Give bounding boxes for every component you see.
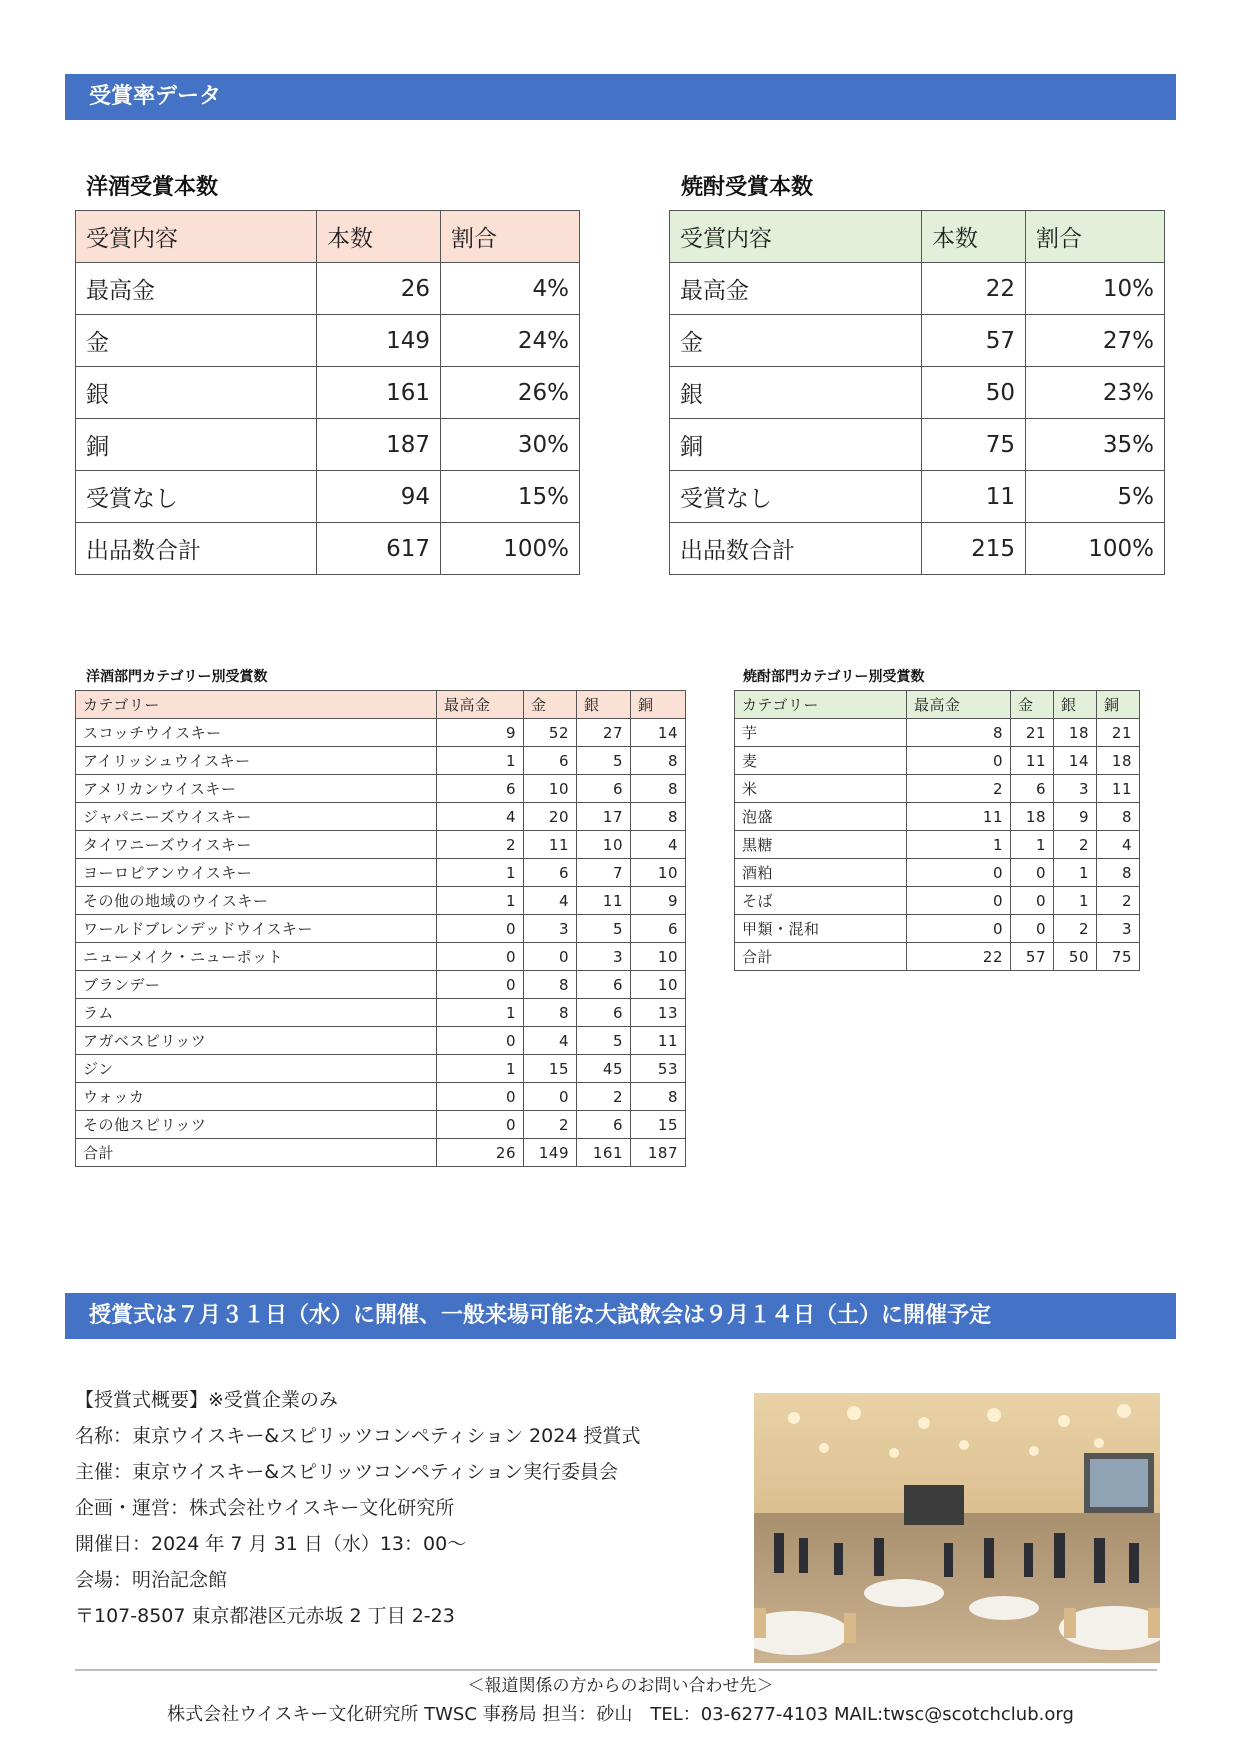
row-label: スコッチウイスキー [76, 719, 437, 747]
value-cell: 2 [524, 1111, 577, 1139]
yoshu-table-title: 洋酒受賞本数 [86, 175, 219, 200]
category-row [76, 915, 686, 943]
shochu-category-title: 焼酎部門カテゴリー別受賞数 [743, 669, 925, 685]
ceremony-name: 名称：東京ウイスキー&スピリッツコンペティション 2024 授賞式 [75, 1425, 641, 1447]
shochu-award-table [669, 210, 1165, 575]
section-title: 受賞率データ [89, 84, 222, 109]
value-cell: 11 [922, 471, 1026, 523]
ceremony-venue: 会場：明治記念館 [75, 1569, 228, 1591]
value-cell: 215 [922, 523, 1026, 575]
value-cell: 4 [524, 887, 577, 915]
value-cell: 8 [524, 999, 577, 1027]
value-cell: 8 [1097, 803, 1140, 831]
value-cell: 14 [1054, 747, 1097, 775]
row-label: ニューメイク・ニューポット [76, 943, 437, 971]
value-cell: 1 [437, 1055, 524, 1083]
category-row [76, 803, 686, 831]
value-cell: 4 [631, 831, 686, 859]
value-cell: 35% [1026, 419, 1165, 471]
value-cell: 9 [1054, 803, 1097, 831]
value-cell: 22 [922, 263, 1026, 315]
value-cell: 4% [441, 263, 580, 315]
header-cell: カテゴリー [735, 691, 907, 719]
header-cell: 銅 [631, 691, 686, 719]
header-cell: 受賞内容 [76, 211, 317, 263]
value-cell: 10 [631, 971, 686, 999]
value-cell: 1 [1011, 831, 1054, 859]
value-cell: 45 [577, 1055, 631, 1083]
row-label: その他スピリッツ [76, 1111, 437, 1139]
contact-line: 株式会社ウイスキー文化研究所 TWSC 事務局 担当：砂山 TEL：03-6277-4103 MAIL:twsc@scotchclub.org [167, 1704, 1074, 1725]
value-cell: 4 [524, 1027, 577, 1055]
value-cell: 6 [524, 747, 577, 775]
value-cell: 149 [317, 315, 441, 367]
value-cell: 6 [631, 915, 686, 943]
shochu-table-title: 焼酎受賞本数 [681, 175, 814, 200]
value-cell: 3 [577, 943, 631, 971]
header-cell: 金 [1011, 691, 1054, 719]
row-label: タイワニーズウイスキー [76, 831, 437, 859]
category-row [735, 915, 1140, 943]
value-cell: 6 [437, 775, 524, 803]
row-label: ラム [76, 999, 437, 1027]
value-cell: 57 [1011, 943, 1054, 971]
row-label: ブランデー [76, 971, 437, 999]
value-cell: 1 [437, 859, 524, 887]
yoshu-category-table [75, 690, 686, 1167]
yoshu-category-title: 洋酒部門カテゴリー別受賞数 [86, 669, 268, 685]
row-label: ワールドブレンデッドウイスキー [76, 915, 437, 943]
value-cell: 5 [577, 915, 631, 943]
category-row [76, 999, 686, 1027]
ceremony-address: 〒107-8507 東京都港区元赤坂 2 丁目 2-23 [75, 1605, 455, 1627]
header-cell: 金 [524, 691, 577, 719]
row-label: 黒糖 [735, 831, 907, 859]
row-label: 銅 [670, 419, 922, 471]
value-cell: 8 [631, 1083, 686, 1111]
value-cell: 1 [1054, 887, 1097, 915]
value-cell: 6 [577, 1111, 631, 1139]
table-row [76, 315, 580, 367]
category-row [76, 971, 686, 999]
row-label: 最高金 [670, 263, 922, 315]
header-cell: カテゴリー [76, 691, 437, 719]
value-cell: 0 [907, 747, 1011, 775]
category-row [76, 719, 686, 747]
value-cell: 0 [1011, 915, 1054, 943]
value-cell: 0 [437, 915, 524, 943]
value-cell: 24% [441, 315, 580, 367]
value-cell: 6 [524, 859, 577, 887]
value-cell: 0 [1011, 859, 1054, 887]
section-banner-ceremony [65, 1293, 1176, 1339]
value-cell: 1 [907, 831, 1011, 859]
row-label: アガベスピリッツ [76, 1027, 437, 1055]
value-cell: 8 [1097, 859, 1140, 887]
row-label: アイリッシュウイスキー [76, 747, 437, 775]
value-cell: 6 [1011, 775, 1054, 803]
value-cell: 6 [577, 999, 631, 1027]
value-cell: 3 [1054, 775, 1097, 803]
row-label: 甲類・混和 [735, 915, 907, 943]
value-cell: 50 [1054, 943, 1097, 971]
value-cell: 4 [437, 803, 524, 831]
row-label: 金 [670, 315, 922, 367]
table-header-row [76, 691, 686, 719]
value-cell: 8 [631, 775, 686, 803]
table-row [76, 419, 580, 471]
value-cell: 10 [524, 775, 577, 803]
value-cell: 0 [907, 859, 1011, 887]
value-cell: 2 [437, 831, 524, 859]
row-label: そば [735, 887, 907, 915]
value-cell: 57 [922, 315, 1026, 367]
row-label: ジャパニーズウイスキー [76, 803, 437, 831]
value-cell: 10 [631, 943, 686, 971]
value-cell: 17 [577, 803, 631, 831]
header-cell: 銅 [1097, 691, 1140, 719]
value-cell: 52 [524, 719, 577, 747]
row-label: 銀 [76, 367, 317, 419]
table-row [670, 367, 1165, 419]
category-row [76, 1083, 686, 1111]
yoshu-award-table [75, 210, 580, 575]
value-cell: 1 [437, 747, 524, 775]
category-row [76, 831, 686, 859]
value-cell: 6 [577, 775, 631, 803]
value-cell: 4 [1097, 831, 1140, 859]
value-cell: 0 [437, 1027, 524, 1055]
category-row [735, 887, 1140, 915]
ceremony-photo [754, 1393, 1160, 1663]
header-cell: 本数 [922, 211, 1026, 263]
value-cell: 1 [437, 999, 524, 1027]
value-cell: 10% [1026, 263, 1165, 315]
value-cell: 8 [524, 971, 577, 999]
table-row [670, 419, 1165, 471]
value-cell: 0 [437, 1111, 524, 1139]
value-cell: 187 [631, 1139, 686, 1167]
value-cell: 18 [1011, 803, 1054, 831]
value-cell: 15 [631, 1111, 686, 1139]
value-cell: 10 [631, 859, 686, 887]
category-row [76, 1027, 686, 1055]
value-cell: 100% [441, 523, 580, 575]
row-label: 最高金 [76, 263, 317, 315]
row-label: アメリカンウイスキー [76, 775, 437, 803]
category-row [76, 887, 686, 915]
value-cell: 21 [1097, 719, 1140, 747]
row-label: 受賞なし [670, 471, 922, 523]
category-row [76, 1055, 686, 1083]
row-label: ウォッカ [76, 1083, 437, 1111]
category-row [76, 1111, 686, 1139]
value-cell: 100% [1026, 523, 1165, 575]
value-cell: 2 [1054, 831, 1097, 859]
value-cell: 0 [524, 1083, 577, 1111]
header-cell: 銀 [577, 691, 631, 719]
category-row [76, 1139, 686, 1167]
value-cell: 161 [317, 367, 441, 419]
header-cell: 最高金 [907, 691, 1011, 719]
value-cell: 26% [441, 367, 580, 419]
value-cell: 2 [907, 775, 1011, 803]
header-cell: 受賞内容 [670, 211, 922, 263]
value-cell: 11 [631, 1027, 686, 1055]
header-cell: 最高金 [437, 691, 524, 719]
row-label: 銀 [670, 367, 922, 419]
table-header-row [735, 691, 1140, 719]
value-cell: 5 [577, 1027, 631, 1055]
row-label: 泡盛 [735, 803, 907, 831]
value-cell: 5 [577, 747, 631, 775]
value-cell: 75 [1097, 943, 1140, 971]
row-label: その他の地域のウイスキー [76, 887, 437, 915]
table-header-row [76, 211, 580, 263]
category-row [76, 859, 686, 887]
row-label: 麦 [735, 747, 907, 775]
category-row [735, 719, 1140, 747]
ceremony-overview: 【授賞式概要】※受賞企業のみ [75, 1389, 338, 1411]
value-cell: 0 [524, 943, 577, 971]
value-cell: 53 [631, 1055, 686, 1083]
value-cell: 2 [1054, 915, 1097, 943]
value-cell: 3 [524, 915, 577, 943]
header-cell: 割合 [1026, 211, 1165, 263]
value-cell: 11 [1011, 747, 1054, 775]
value-cell: 1 [1054, 859, 1097, 887]
row-label: 出品数合計 [76, 523, 317, 575]
ceremony-operator: 企画・運営：株式会社ウイスキー文化研究所 [75, 1497, 455, 1519]
row-label: 金 [76, 315, 317, 367]
table-row [670, 263, 1165, 315]
value-cell: 3 [1097, 915, 1140, 943]
row-label: 合計 [735, 943, 907, 971]
value-cell: 11 [577, 887, 631, 915]
value-cell: 18 [1054, 719, 1097, 747]
value-cell: 30% [441, 419, 580, 471]
category-row [735, 747, 1140, 775]
value-cell: 2 [577, 1083, 631, 1111]
value-cell: 26 [317, 263, 441, 315]
value-cell: 0 [907, 887, 1011, 915]
value-cell: 1 [437, 887, 524, 915]
category-row [735, 803, 1140, 831]
value-cell: 15 [524, 1055, 577, 1083]
value-cell: 7 [577, 859, 631, 887]
category-row [735, 775, 1140, 803]
ceremony-date: 開催日：2024 年 7 月 31 日（水）13：00～ [75, 1533, 467, 1555]
value-cell: 18 [1097, 747, 1140, 775]
value-cell: 0 [1011, 887, 1054, 915]
row-label: 米 [735, 775, 907, 803]
category-row [735, 831, 1140, 859]
value-cell: 75 [922, 419, 1026, 471]
value-cell: 9 [437, 719, 524, 747]
value-cell: 11 [907, 803, 1011, 831]
value-cell: 23% [1026, 367, 1165, 419]
value-cell: 27 [577, 719, 631, 747]
value-cell: 9 [631, 887, 686, 915]
value-cell: 8 [631, 747, 686, 775]
value-cell: 14 [631, 719, 686, 747]
category-row [76, 775, 686, 803]
value-cell: 0 [437, 971, 524, 999]
section-banner-award-rate [65, 74, 1176, 120]
value-cell: 149 [524, 1139, 577, 1167]
shochu-category-table [734, 690, 1140, 971]
table-row [76, 367, 580, 419]
value-cell: 0 [907, 915, 1011, 943]
value-cell: 20 [524, 803, 577, 831]
value-cell: 0 [437, 943, 524, 971]
row-label: 出品数合計 [670, 523, 922, 575]
value-cell: 617 [317, 523, 441, 575]
value-cell: 0 [437, 1083, 524, 1111]
contact-title: ＜報道関係の方からのお問い合わせ先＞ [467, 1676, 774, 1696]
table-row [670, 471, 1165, 523]
value-cell: 26 [437, 1139, 524, 1167]
table-header-row [670, 211, 1165, 263]
value-cell: 8 [631, 803, 686, 831]
table-row [670, 523, 1165, 575]
row-label: ヨーロピアンウイスキー [76, 859, 437, 887]
value-cell: 161 [577, 1139, 631, 1167]
ceremony-organizer: 主催：東京ウイスキー&スピリッツコンペティション実行委員会 [75, 1461, 619, 1483]
value-cell: 94 [317, 471, 441, 523]
value-cell: 187 [317, 419, 441, 471]
table-row [76, 263, 580, 315]
category-row [76, 747, 686, 775]
value-cell: 11 [524, 831, 577, 859]
value-cell: 2 [1097, 887, 1140, 915]
table-row [670, 315, 1165, 367]
value-cell: 50 [922, 367, 1026, 419]
row-label: 銅 [76, 419, 317, 471]
value-cell: 5% [1026, 471, 1165, 523]
value-cell: 8 [907, 719, 1011, 747]
row-label: 合計 [76, 1139, 437, 1167]
row-label: ジン [76, 1055, 437, 1083]
table-row [76, 471, 580, 523]
row-label: 受賞なし [76, 471, 317, 523]
header-cell: 銀 [1054, 691, 1097, 719]
row-label: 酒粕 [735, 859, 907, 887]
value-cell: 10 [577, 831, 631, 859]
category-row [76, 943, 686, 971]
value-cell: 6 [577, 971, 631, 999]
value-cell: 13 [631, 999, 686, 1027]
header-cell: 割合 [441, 211, 580, 263]
table-row [76, 523, 580, 575]
category-row [735, 943, 1140, 971]
header-cell: 本数 [317, 211, 441, 263]
value-cell: 22 [907, 943, 1011, 971]
value-cell: 27% [1026, 315, 1165, 367]
row-label: 芋 [735, 719, 907, 747]
value-cell: 15% [441, 471, 580, 523]
value-cell: 11 [1097, 775, 1140, 803]
value-cell: 21 [1011, 719, 1054, 747]
category-row [735, 859, 1140, 887]
ceremony-banner-title: 授賞式は７月３１日（水）に開催、一般来場可能な大試飲会は９月１４日（土）に開催予定 [89, 1303, 992, 1328]
